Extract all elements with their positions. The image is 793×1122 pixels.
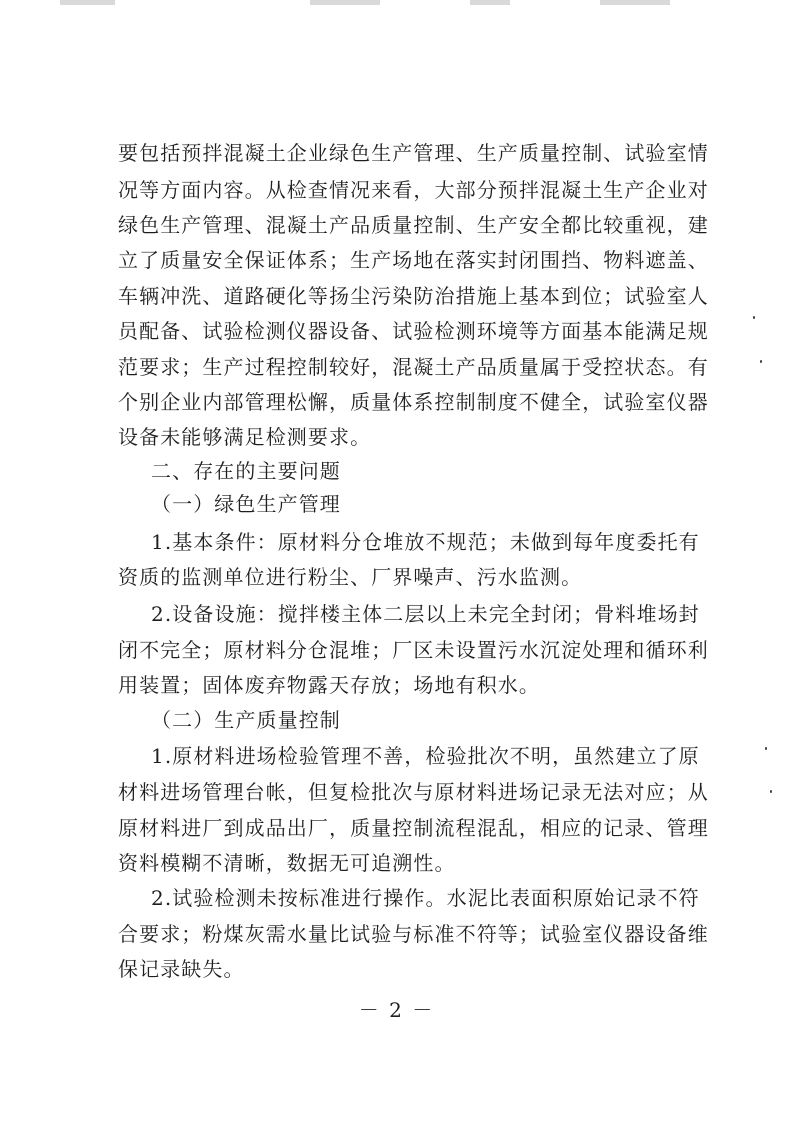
subsection-heading: （二）生产质量控制	[151, 708, 341, 732]
scan-mark	[600, 0, 670, 5]
body-line: 个别企业内部管理松懈，质量体系控制制度不健全，试验室仪器	[118, 390, 709, 414]
body-line: 2.试验检测未按标准进行操作。水泥比表面积原始记录不符	[151, 886, 700, 910]
body-line: 合要求；粉煤灰需水量比试验与标准不符等；试验室仪器设备维	[118, 922, 709, 946]
body-line: 1.基本条件：原材料分仓堆放不规范；未做到每年度委托有	[151, 530, 700, 554]
scan-speck	[765, 747, 767, 750]
body-line: 资质的监测单位进行粉尘、厂界噪声、污水监测。	[118, 565, 583, 589]
subsection-heading: （一）绿色生产管理	[151, 492, 341, 516]
body-line: 要包括预拌混凝土企业绿色生产管理、生产质量控制、试验室情	[118, 141, 709, 165]
body-line: 况等方面内容。从检查情况来看，大部分预拌混凝土生产企业对	[118, 178, 709, 202]
body-line: 立了质量安全保证体系；生产场地在落实封闭围挡、物料遮盖、	[118, 248, 709, 272]
scan-edge-marks	[0, 0, 793, 6]
body-line: 绿色生产管理、混凝土产品质量控制、生产安全都比较重视，建	[118, 213, 709, 237]
body-line: 1.原材料进场检验管理不善，检验批次不明，虽然建立了原	[151, 744, 700, 768]
scan-speck	[760, 360, 762, 363]
body-line: 设备未能够满足检测要求。	[118, 425, 372, 449]
scan-mark	[60, 0, 115, 5]
body-line: 原材料进厂到成品出厂，质量控制流程混乱，相应的记录、管理	[118, 816, 709, 840]
body-line: 员配备、试验检测仪器设备、试验检测环境等方面基本能满足规	[118, 319, 709, 343]
body-line: 保记录缺失。	[118, 957, 245, 981]
body-line: 范要求；生产过程控制较好，混凝土产品质量属于受控状态。有	[118, 355, 709, 379]
body-line: 材料进场管理台帐，但复检批次与原材料进场记录无法对应；从	[118, 780, 709, 804]
body-line: 闭不完全；原材料分仓混堆；厂区未设置污水沉淀处理和循环利	[118, 638, 709, 662]
scan-mark	[470, 0, 510, 5]
scan-speck	[753, 316, 755, 319]
section-heading: 二、存在的主要问题	[151, 459, 341, 483]
body-line: 车辆冲洗、道路硬化等扬尘污染防治措施上基本到位；试验室人	[118, 284, 709, 308]
scan-speck	[770, 790, 772, 793]
body-line: 2.设备设施：搅拌楼主体二层以上未完全封闭；骨料堆场封	[151, 602, 700, 626]
page-number: － 2 －	[358, 998, 435, 1022]
body-line: 资料模糊不清晰，数据无可追溯性。	[118, 851, 456, 875]
body-line: 用装置；固体废弃物露天存放；场地有积水。	[118, 673, 540, 697]
scan-mark	[310, 0, 380, 5]
